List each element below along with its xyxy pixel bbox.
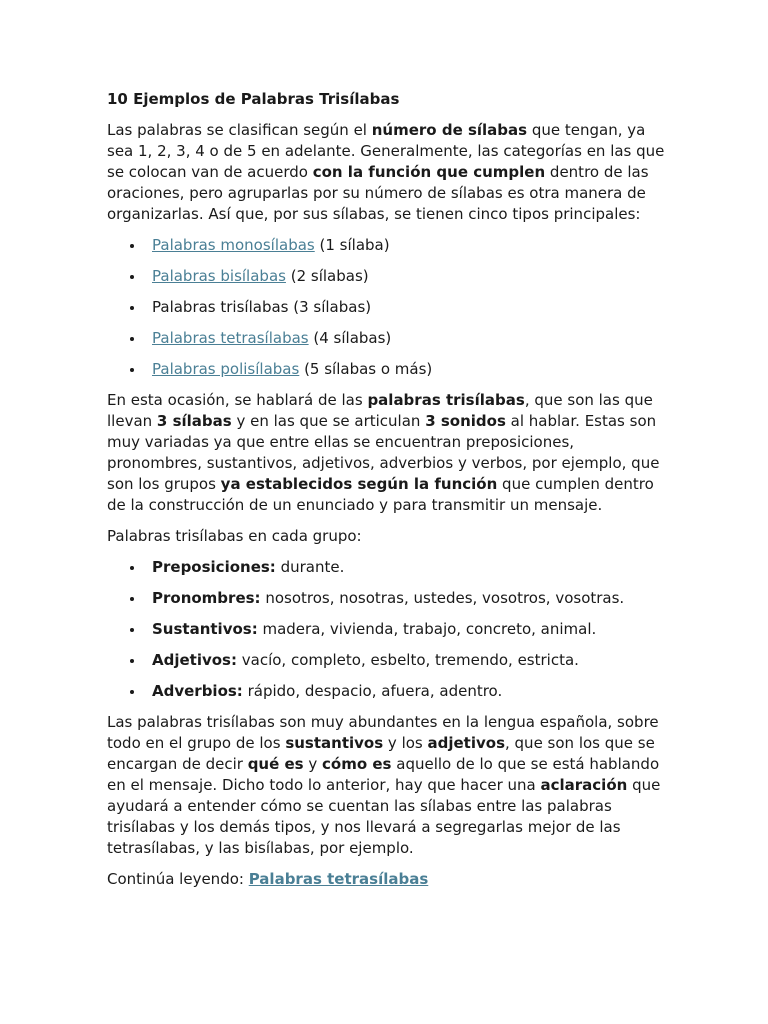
text-span: dentro de las oraciones, pero agruparlas por su número de sílabas es otra manera de organizarlas. Así que, por sus sílabas, se tienen cinco tipos principales: [107, 163, 649, 223]
text-span: Las palabras trisílabas son muy abundantes en la lengua española, sobre todo en el grupo de los [107, 713, 659, 752]
group-words: rápido, despacio, afuera, adentro. [242, 682, 503, 700]
list-item [152, 650, 667, 671]
group-label: Pronombres: [152, 589, 261, 607]
group-words: nosotros, nosotras, ustedes, vosotros, vosotras. [260, 589, 625, 607]
text-span: que ayudará a entender cómo se cuentan las sílabas entre las palabras trisílabas y los demás tipos, y nos llevará a segregarlas mejor de las tetrasílabas, y las bisílabas, por ejemplo. [107, 776, 661, 857]
group-label: Adjetivos: [152, 651, 237, 669]
list-item [152, 588, 667, 609]
text-span: Las palabras se clasifican según el [107, 121, 372, 139]
group-words: durante. [275, 558, 345, 576]
list-item-text: Palabras trisílabas (3 sílabas) [152, 298, 372, 316]
bold-span: 3 sílabas [156, 412, 232, 430]
bold-span: número de sílabas [371, 121, 528, 139]
list-item-text: (2 sílabas) [285, 267, 369, 285]
text-span: En esta ocasión, se hablará de las [107, 391, 368, 409]
text-span: y en las que se articulan [231, 412, 426, 430]
intro-paragraph [107, 120, 667, 225]
bold-span: con la función que cumplen [312, 163, 546, 181]
bold-span: cómo es [322, 755, 392, 773]
text-span: y los [383, 734, 428, 752]
list-item [152, 619, 667, 640]
continue-reading-link[interactable]: Palabras tetrasílabas [248, 870, 429, 888]
list-item-text: (1 sílaba) [314, 236, 390, 254]
text-span: que cumplen dentro de la construcción de un enunciado y para transmitir un mensaje. [107, 475, 654, 514]
bold-span: adjetivos [427, 734, 505, 752]
syllable-types-list [107, 235, 667, 380]
group-words: madera, vivienda, trabajo, concreto, animal. [257, 620, 597, 638]
link-tetrasilabas[interactable]: Palabras tetrasílabas [152, 329, 309, 347]
text-span: , que son los que se encargan de decir [107, 734, 655, 773]
group-label: Adverbios: [152, 682, 243, 700]
text-span: , que son las que llevan [107, 391, 653, 430]
bold-span: palabras trisílabas [367, 391, 525, 409]
list-item [152, 297, 667, 318]
list-item [152, 328, 667, 349]
groups-intro: Palabras trisílabas en cada grupo: [107, 527, 362, 545]
list-item [152, 557, 667, 578]
text-span: al hablar. Estas son muy variadas ya que entre ellas se encuentran preposiciones, pronombres, sustantivos, adjetivos, adverbios y verbos, por ejemplo, que son los grupos [107, 412, 660, 493]
trisilabas-paragraph [107, 390, 667, 516]
text-span: que tengan, ya sea 1, 2, 3, 4 o de 5 en adelante. Generalmente, las categorías en las que se colocan van de acuerdo [107, 121, 665, 181]
group-label: Sustantivos: [152, 620, 258, 638]
continue-reading [107, 869, 667, 890]
list-item [152, 266, 667, 287]
list-item-text: (4 sílabas) [308, 329, 392, 347]
bold-span: qué es [247, 755, 304, 773]
abundance-paragraph [107, 712, 667, 859]
group-words: vacío, completo, esbelto, tremendo, estricta. [236, 651, 579, 669]
group-label: Preposiciones: [152, 558, 276, 576]
list-item [152, 681, 667, 702]
link-bisilabas[interactable]: Palabras bisílabas [152, 267, 286, 285]
list-item [152, 235, 667, 256]
link-polisilabas[interactable]: Palabras polisílabas [152, 360, 300, 378]
bold-span: 3 sonidos [425, 412, 506, 430]
article [107, 89, 667, 900]
text-span: aquello de lo que se está hablando en el mensaje. Dicho todo lo anterior, hay que hacer una [107, 755, 660, 794]
article-title: 10 Ejemplos de Palabras Trisílabas [107, 90, 400, 108]
list-item [152, 359, 667, 380]
list-item-text: (5 sílabas o más) [299, 360, 433, 378]
bold-span: sustantivos [285, 734, 384, 752]
word-groups-list [107, 557, 667, 702]
link-monosilabas[interactable]: Palabras monosílabas [152, 236, 315, 254]
bold-span: aclaración [540, 776, 628, 794]
bold-span: ya establecidos según la función [220, 475, 498, 493]
continue-label: Continúa leyendo: [107, 870, 249, 888]
text-span: y [303, 755, 323, 773]
